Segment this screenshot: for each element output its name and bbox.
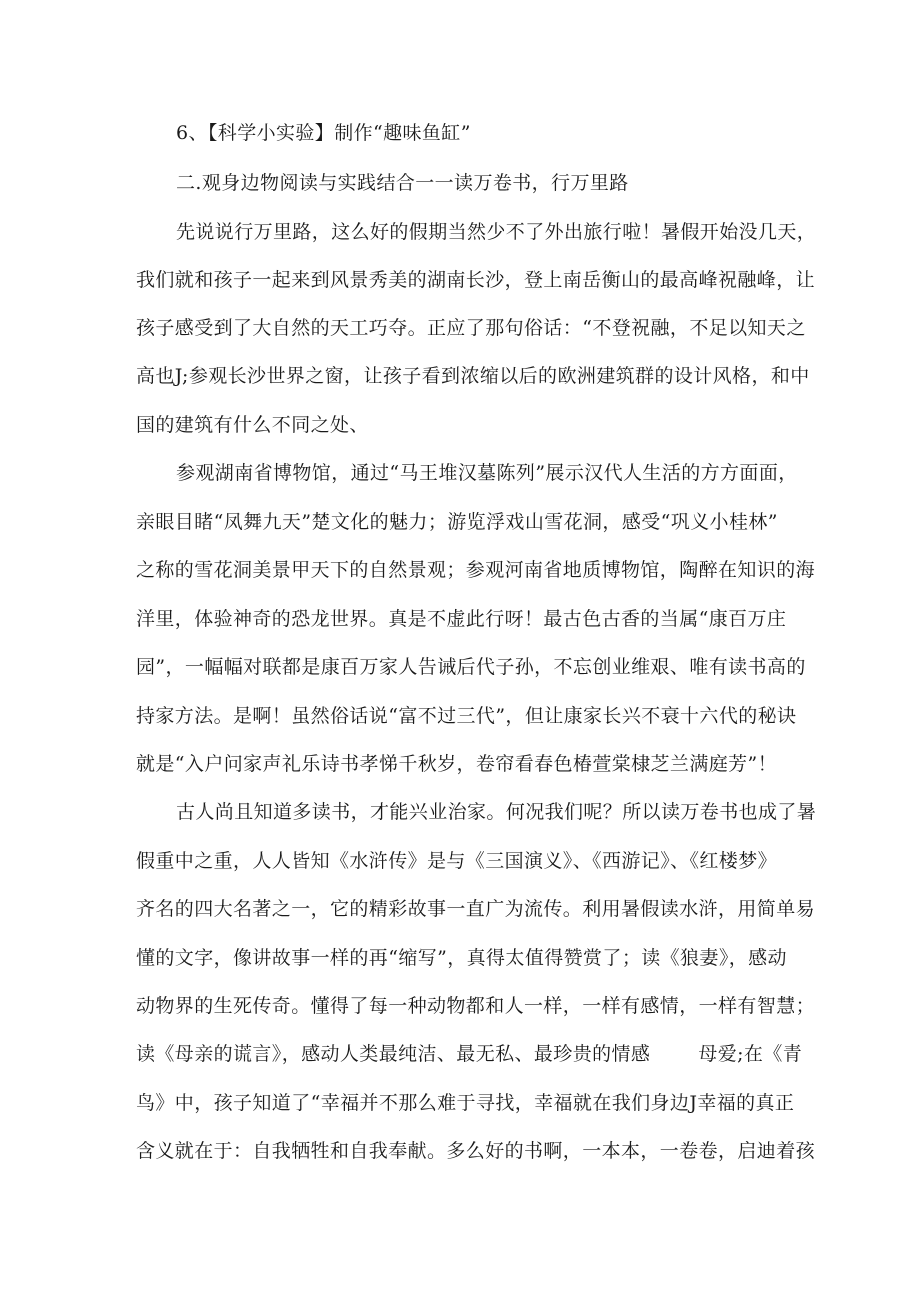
paragraph-1-line-1: 先说说行万里路，这么好的假期当然少不了外出旅行啦！暑假开始没几天， xyxy=(176,221,817,243)
paragraph-3-line-6 xyxy=(136,1042,803,1066)
paragraph-1-line-4: 高也J;参观长沙世界之窗，让孩子看到浓缩以后的欧洲建筑群的设计风格，和中 xyxy=(136,365,810,387)
paragraph-3-line-8: 含义就在于：自我牺牲和自我奉献。多么好的书啊，一本本，一卷卷，启迪着孩 xyxy=(136,1140,816,1162)
paragraph-3-line-3: 齐名的四大名著之一，它的精彩故事一直广为流传。利用暑假读水浒，用简单易 xyxy=(136,898,816,920)
paragraph-3-line-1: 古人尚且知道多读书，才能兴业治家。何况我们呢？所以读万卷书也成了暑 xyxy=(176,801,817,823)
heading-scientific-experiment: 6、【科学小实验】制作“趣味鱼缸” xyxy=(176,122,471,144)
paragraph-1-line-2: 我们就和孩子一起来到风景秀美的湖南长沙，登上南岳衡山的最高峰祝融峰，让 xyxy=(136,269,816,291)
paragraph-2-line-2: 亲眼目睹“凤舞九天”楚文化的魅力；游览浮戏山雪花洞，感受“巩义小桂林” xyxy=(136,511,778,533)
paragraph-2-line-1: 参观湖南省博物馆，通过“马王堆汉墓陈列”展示汉代人生活的方方面面， xyxy=(176,462,798,484)
paragraph-2-line-3: 之称的雪花洞美景甲天下的自然景观；参观河南省地质博物馆，陶醉在知识的海 xyxy=(136,559,816,581)
paragraph-2-line-5: 园”，一幅幅对联都是康百万家人告诫后代子孙，不忘创业维艰、唯有读书高的 xyxy=(136,656,806,678)
paragraph-3-line-4: 懂的文字，像讲故事一样的再“缩写”，真得太值得赞赏了；读《狼妻》，感动 xyxy=(136,947,787,969)
paragraph-1-line-5: 国的建筑有什么不同之处、 xyxy=(136,414,369,436)
paragraph-3-line-7: 鸟》中，孩子知道了“幸福并不那么难于寻找，幸福就在我们身边J幸福的真正 xyxy=(136,1092,795,1114)
paragraph-2-line-6: 持家方法。是啊！虽然俗话说“富不过三代”，但让康家长兴不衰十六代的秘诀 xyxy=(136,705,797,727)
paragraph-2-line-7: 就是“入户问家声礼乐诗书孝悌千秋岁，卷帘看春色椿萱棠棣芝兰满庭芳”！ xyxy=(136,753,778,775)
mother-lies-text: 读《母亲的谎言》，感动人类最纯洁、最无私、最珍贵的情感 xyxy=(136,1043,651,1065)
paragraph-2-line-4: 洋里，体验神奇的恐龙世界。真是不虚此行呀！最古色古香的当属“康百万庄 xyxy=(136,608,787,630)
paragraph-3-line-2: 假重中之重，人人皆知《水浒传》是与《三国演义》、《西游记》、《红楼梦》 xyxy=(136,850,778,872)
mother-love-text: 母爱;在《青 xyxy=(698,1043,803,1065)
section-heading-2: 二.观身边物阅读与实践结合一一读万卷书，行万里路 xyxy=(176,172,629,194)
paragraph-1-line-3: 孩子感受到了大自然的天工巧夺。正应了那句俗话：“不登祝融，不足以知天之 xyxy=(136,317,806,339)
paragraph-3-line-5: 动物界的生死传奇。懂得了每一种动物都和人一样，一样有感情，一样有智慧； xyxy=(136,995,816,1017)
